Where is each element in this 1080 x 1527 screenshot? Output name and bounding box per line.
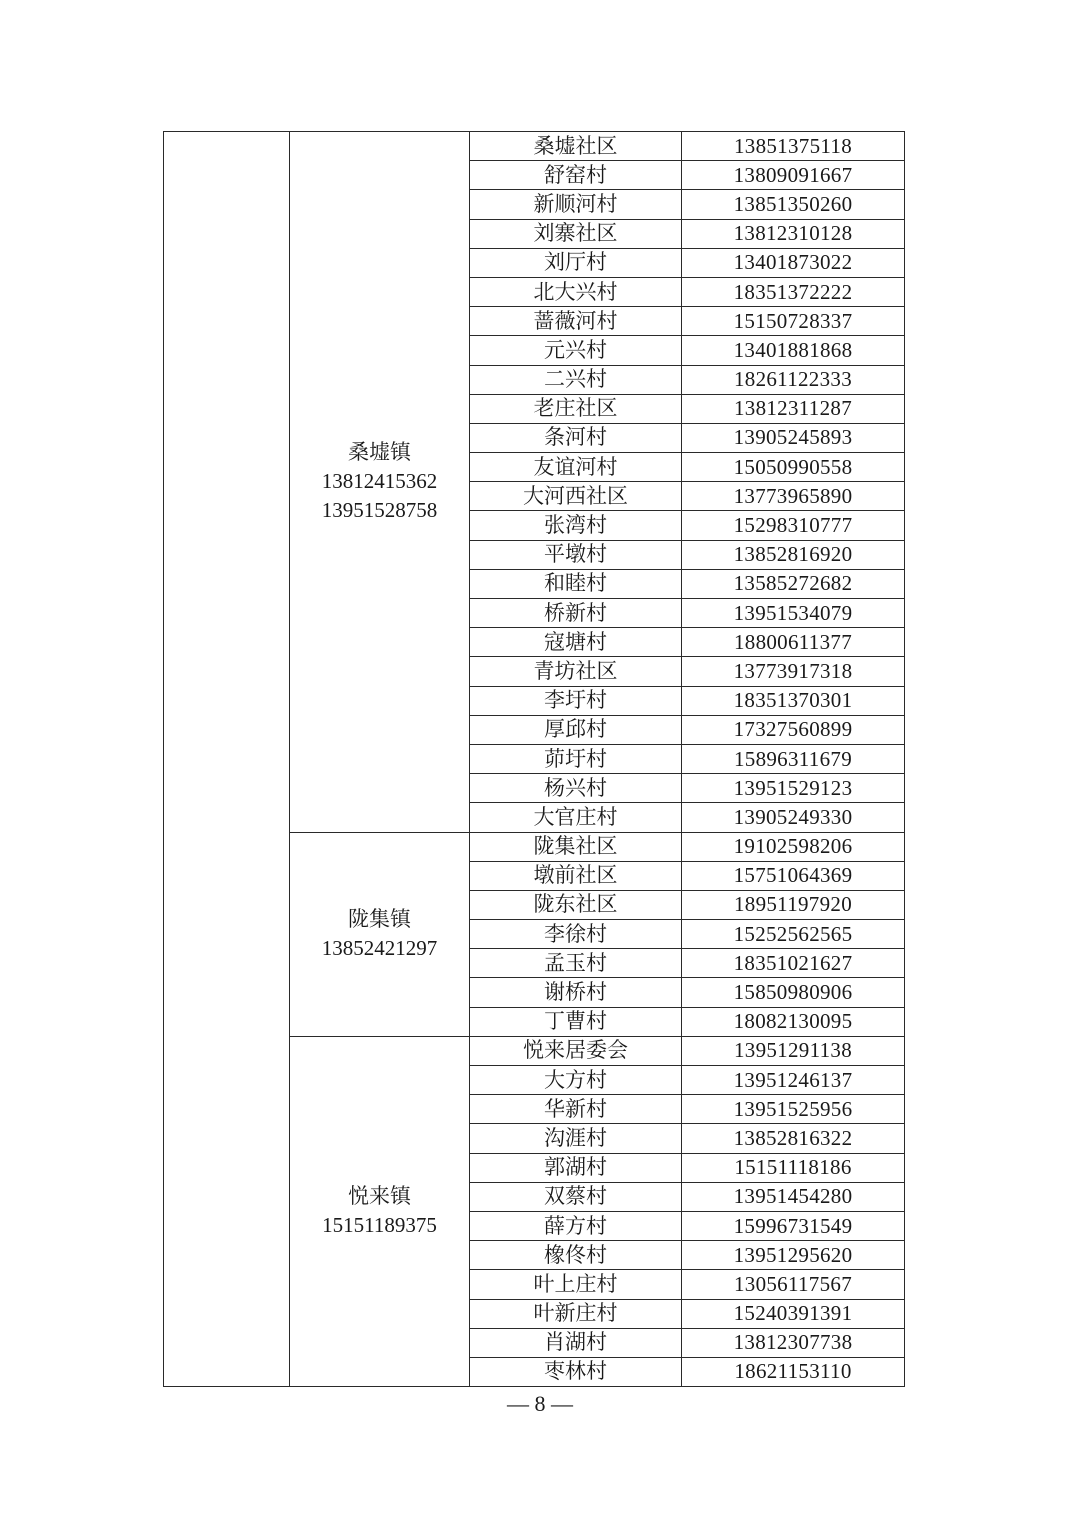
village-phone: 15150728337 — [682, 307, 905, 336]
village-phone: 13812310128 — [682, 219, 905, 248]
village-phone: 15151118186 — [682, 1153, 905, 1182]
town-name: 桑墟镇 — [348, 440, 411, 465]
village-name: 丁曹村 — [470, 1007, 682, 1036]
village-name: 华新村 — [470, 1095, 682, 1124]
village-phone: 15850980906 — [682, 978, 905, 1007]
village-phone: 13401873022 — [682, 248, 905, 277]
village-phone: 13951295620 — [682, 1241, 905, 1270]
village-phone: 13951454280 — [682, 1182, 905, 1211]
village-name: 老庄社区 — [470, 394, 682, 423]
village-phone: 13905245893 — [682, 423, 905, 452]
village-name: 肖湖村 — [470, 1328, 682, 1357]
village-name: 陇集社区 — [470, 832, 682, 861]
village-name: 孟玉村 — [470, 949, 682, 978]
village-name: 张湾村 — [470, 511, 682, 540]
village-phone: 13905249330 — [682, 803, 905, 832]
village-name: 李徐村 — [470, 920, 682, 949]
village-phone: 13585272682 — [682, 569, 905, 598]
village-phone: 13951525956 — [682, 1095, 905, 1124]
village-name: 北大兴村 — [470, 277, 682, 306]
village-name: 叶新庄村 — [470, 1299, 682, 1328]
contact-table-body — [164, 132, 905, 1387]
village-name: 寇塘村 — [470, 628, 682, 657]
village-phone: 13812307738 — [682, 1328, 905, 1357]
town-phone: 15151189375 — [322, 1213, 437, 1238]
village-name: 陇东社区 — [470, 890, 682, 919]
town-phone: 13951528758 — [321, 498, 438, 523]
village-phone: 18800611377 — [682, 628, 905, 657]
village-name: 桑墟社区 — [470, 132, 682, 161]
village-name: 蔷薇河村 — [470, 307, 682, 336]
village-name: 大河西社区 — [470, 482, 682, 511]
village-name: 郭湖村 — [470, 1153, 682, 1182]
village-phone: 13951529123 — [682, 774, 905, 803]
village-phone: 13809091667 — [682, 161, 905, 190]
village-phone: 13851350260 — [682, 190, 905, 219]
village-name: 新顺河村 — [470, 190, 682, 219]
village-phone: 18351372222 — [682, 277, 905, 306]
village-name: 二兴村 — [470, 365, 682, 394]
village-name: 厚邱村 — [470, 715, 682, 744]
village-name: 茆圩村 — [470, 744, 682, 773]
village-phone: 13852816322 — [682, 1124, 905, 1153]
village-name: 橡佟村 — [470, 1241, 682, 1270]
contact-table — [163, 131, 905, 1387]
village-name: 平墩村 — [470, 540, 682, 569]
village-phone: 15050990558 — [682, 453, 905, 482]
village-name: 墩前社区 — [470, 861, 682, 890]
village-phone: 13812311287 — [682, 394, 905, 423]
town-name: 悦来镇 — [348, 1184, 411, 1209]
village-name: 沟涯村 — [470, 1124, 682, 1153]
village-name: 舒窑村 — [470, 161, 682, 190]
village-name: 谢桥村 — [470, 978, 682, 1007]
village-name: 条河村 — [470, 423, 682, 452]
town-name: 陇集镇 — [348, 907, 411, 932]
village-name: 杨兴村 — [470, 774, 682, 803]
village-phone: 19102598206 — [682, 832, 905, 861]
town-phone: 13812415362 — [321, 469, 438, 494]
village-name: 友谊河村 — [470, 453, 682, 482]
village-name: 青坊社区 — [470, 657, 682, 686]
village-phone: 15240391391 — [682, 1299, 905, 1328]
village-phone: 13951534079 — [682, 599, 905, 628]
village-name: 李圩村 — [470, 686, 682, 715]
village-name: 叶上庄村 — [470, 1270, 682, 1299]
village-phone: 15298310777 — [682, 511, 905, 540]
village-phone: 13951291138 — [682, 1036, 905, 1065]
village-phone: 18082130095 — [682, 1007, 905, 1036]
village-phone: 15252562565 — [682, 920, 905, 949]
town-cell — [290, 832, 470, 1036]
village-phone: 18951197920 — [682, 890, 905, 919]
village-name: 刘厅村 — [470, 248, 682, 277]
village-phone: 13851375118 — [682, 132, 905, 161]
village-phone: 13401881868 — [682, 336, 905, 365]
village-name: 大官庄村 — [470, 803, 682, 832]
village-name: 大方村 — [470, 1066, 682, 1095]
village-phone: 13951246137 — [682, 1066, 905, 1095]
village-name: 元兴村 — [470, 336, 682, 365]
village-name: 双蔡村 — [470, 1182, 682, 1211]
village-phone: 15751064369 — [682, 861, 905, 890]
village-name: 悦来居委会 — [470, 1036, 682, 1065]
village-name: 桥新村 — [470, 599, 682, 628]
village-phone: 18351021627 — [682, 949, 905, 978]
village-name: 和睦村 — [470, 569, 682, 598]
village-phone: 18621153110 — [682, 1357, 905, 1386]
village-name: 刘寨社区 — [470, 219, 682, 248]
blank-column-cell — [164, 132, 290, 1387]
village-phone: 13773917318 — [682, 657, 905, 686]
table-row — [164, 132, 905, 161]
village-name: 枣林村 — [470, 1357, 682, 1386]
village-phone: 17327560899 — [682, 715, 905, 744]
page-number: — 8 — — [507, 1391, 573, 1416]
town-phone: 13852421297 — [321, 936, 438, 961]
village-phone: 13852816920 — [682, 540, 905, 569]
village-phone: 18261122333 — [682, 365, 905, 394]
village-phone: 15896311679 — [682, 744, 905, 773]
village-name: 薛方村 — [470, 1211, 682, 1240]
village-phone: 15996731549 — [682, 1211, 905, 1240]
town-cell — [290, 132, 470, 833]
town-cell — [290, 1036, 470, 1386]
village-phone: 13773965890 — [682, 482, 905, 511]
village-phone: 18351370301 — [682, 686, 905, 715]
village-phone: 13056117567 — [682, 1270, 905, 1299]
